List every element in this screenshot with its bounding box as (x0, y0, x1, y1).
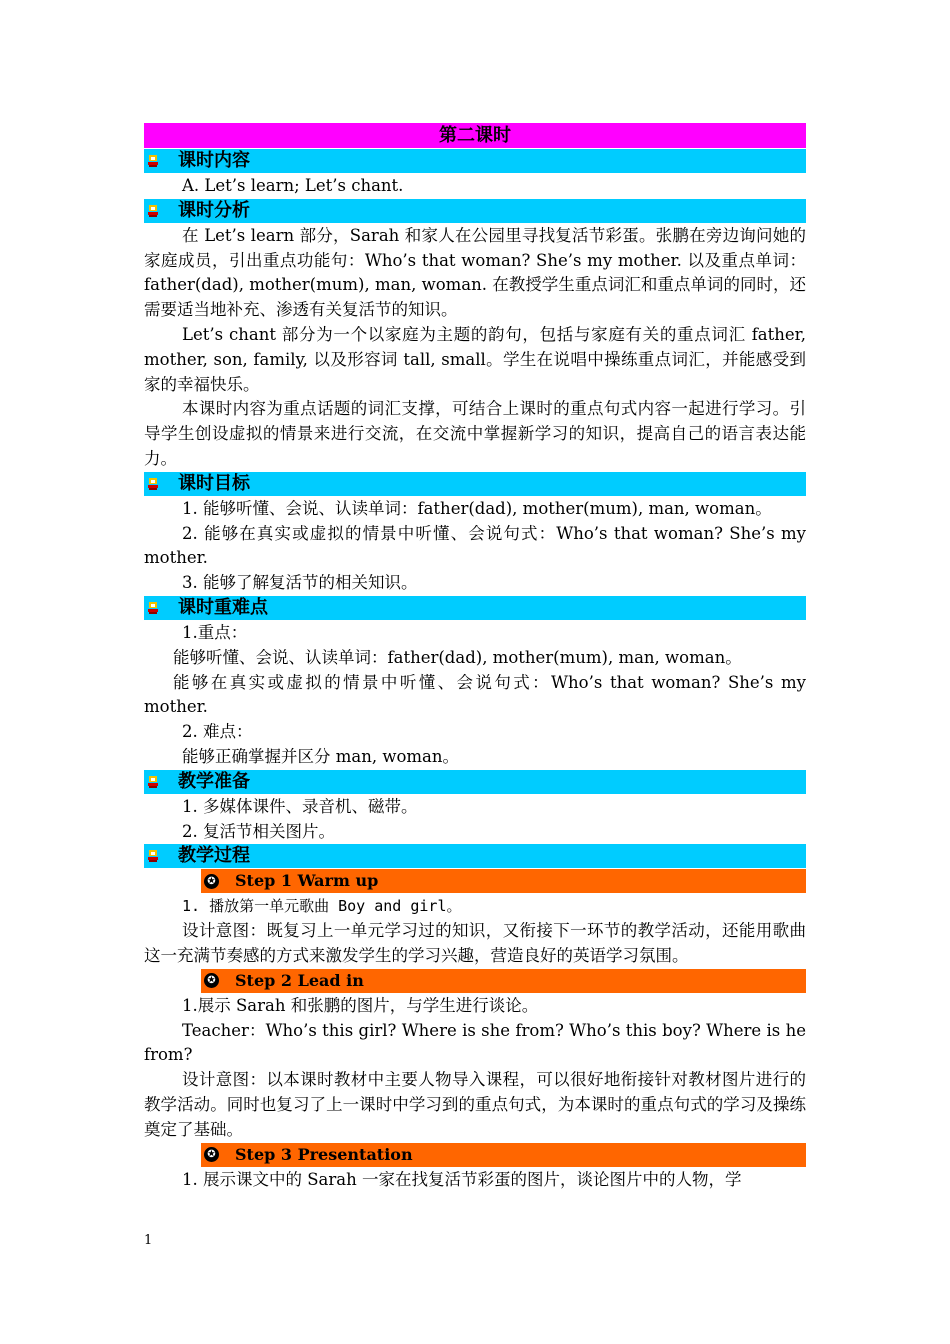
section-heading-analysis (144, 199, 806, 223)
book-stack-icon (146, 849, 160, 863)
step-heading-presentation (201, 1143, 806, 1167)
section-heading-text: 课时分析 (178, 199, 250, 221)
paragraph: 1.重点： (182, 622, 248, 642)
section-heading-process (144, 844, 806, 868)
paragraph: 2. 复活节相关图片。 (182, 821, 335, 841)
page-number: 1 (144, 1233, 153, 1248)
step-heading-lead-in (201, 969, 806, 993)
paragraph: 1. 多媒体课件、录音机、磁带。 (182, 796, 418, 816)
book-stack-icon (146, 477, 160, 491)
paragraph: 1. 播放第一单元歌曲 Boy and girl。 (182, 897, 462, 916)
paragraph: 能够正确掌握并区分 man, woman。 (182, 746, 460, 766)
paragraph: 2. 能够在真实或虚拟的情景中听懂、会说句式：Who’s that woman? She’s my mother. (144, 523, 806, 568)
paragraph: 设计意图：既复习上一单元学习过的知识，又衔接下一环节的教学活动，还能用歌曲这一充满节奏感的方式来激发学生的学习兴趣，营造良好的英语学习氛围。 (144, 921, 806, 965)
paragraph: 1. 展示课文中的 Sarah 一家在找复活节彩蛋的图片，谈论图片中的人物，学 (182, 1169, 742, 1189)
section-heading-key-points (144, 596, 806, 620)
lesson-title: 第二课时 (144, 123, 806, 148)
step-heading-warm-up (201, 869, 806, 893)
document-page (144, 123, 806, 1192)
paragraph: Teacher：Who’s this girl? Where is she from? Who’s this boy? Where is he from? (144, 1020, 806, 1065)
step-label: Step 3 Presentation (235, 1144, 413, 1164)
paragraph: 设计意图：以本课时教材中主要人物导入课程，可以很好地衔接针对教材图片进行的教学活动。同时也复习了上一课时中学习到的重点句式，为本课时的重点句式的学习及操练奠定了基础。 (144, 1070, 806, 1139)
paragraph: 3. 能够了解复活节的相关知识。 (182, 573, 418, 593)
paragraph: 1. 能够听懂、会说、认读单词：father(dad), mother(mum), man, woman。 (182, 498, 772, 518)
paragraph: 1.展示 Sarah 和张鹏的图片，与学生进行谈论。 (182, 995, 539, 1015)
section-heading-text: 教学过程 (178, 845, 250, 867)
paragraph: 2. 难点： (182, 722, 253, 742)
book-stack-icon (146, 154, 160, 168)
book-stack-icon (146, 204, 160, 218)
section-heading-preparation (144, 770, 806, 794)
step-label: Step 2 Lead in (235, 970, 364, 990)
paragraph: A. Let’s learn; Let’s chant. (182, 176, 404, 195)
book-stack-icon (146, 775, 160, 789)
paragraph: Let’s chant 部分为一个以家庭为主题的韵句，包括与家庭有关的重点词汇 father, mother, son, family, 以及形容词 tall, small。学生在说唱中操练重点词汇，并能感受到家的幸福快乐。 (144, 324, 806, 394)
paragraph: 能够在真实或虚拟的情景中听懂、会说句式：Who’s that woman? She’s my mother. (144, 672, 806, 717)
section-heading-text: 课时目标 (178, 472, 250, 494)
section-heading-goals (144, 472, 806, 496)
paragraph: 在 Let’s learn 部分，Sarah 和家人在公园里寻找复活节彩蛋。张鹏在旁边询问她的家庭成员，引出重点功能句：Who’s that woman? She’s my mother. 以及重点单词：father(dad), mother(mum), man, woman. 在教授学生重点词汇和重点单词的同时，还需要适当地补充、渗透有关复活节的知识。 (144, 225, 806, 320)
book-stack-icon (146, 601, 160, 615)
section-heading-content (144, 149, 806, 173)
star-circle-icon: ✪ (204, 874, 219, 889)
star-circle-icon: ✪ (204, 973, 219, 988)
section-heading-text: 课时重难点 (178, 596, 268, 618)
step-label: Step 1 Warm up (235, 871, 379, 891)
section-heading-text: 课时内容 (178, 150, 250, 171)
section-heading-text: 教学准备 (178, 770, 250, 792)
paragraph: 能够听懂、会说、认读单词：father(dad), mother(mum), man, woman。 (173, 647, 742, 667)
star-circle-icon: ✪ (204, 1147, 219, 1162)
paragraph: 本课时内容为重点话题的词汇支撑，可结合上课时的重点句式内容一起进行学习。引导学生创设虚拟的情景来进行交流，在交流中掌握新学习的知识，提高自己的语言表达能力。 (144, 399, 806, 468)
